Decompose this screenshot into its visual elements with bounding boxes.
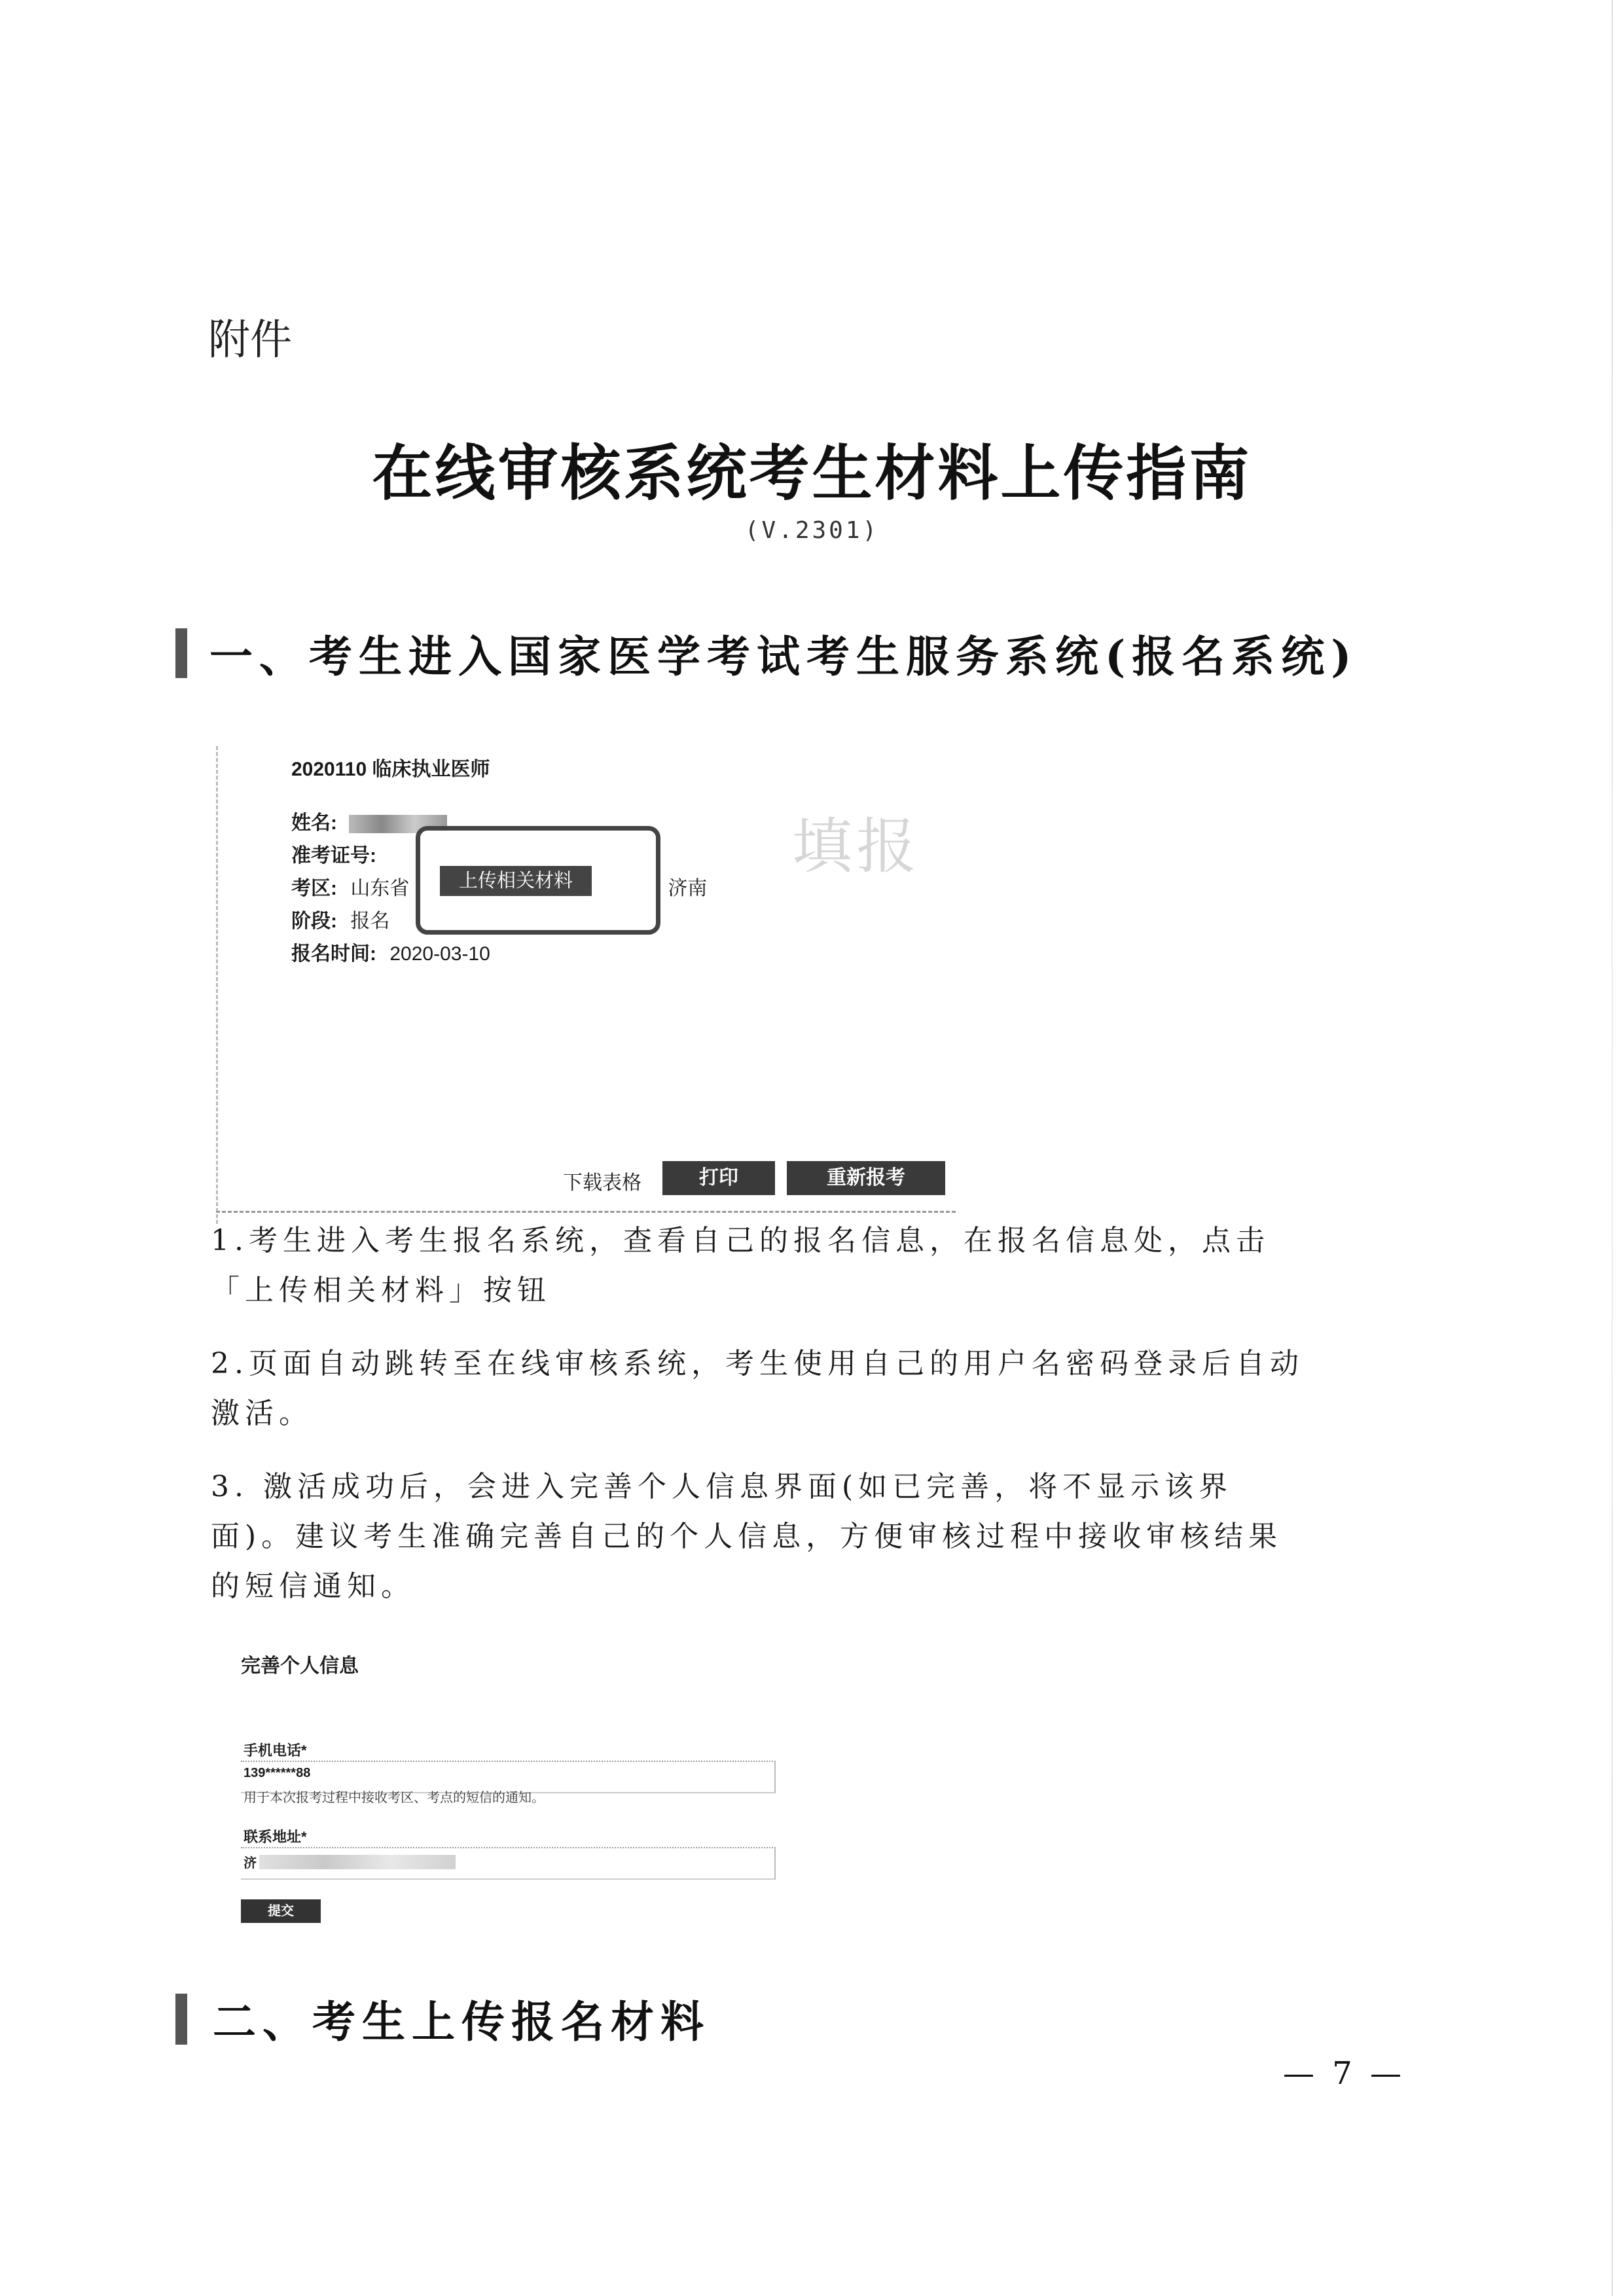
time-value: 2020-03-10 — [389, 943, 490, 965]
document-title: 在线审核系统考生材料上传指南 — [372, 438, 1252, 509]
time-row — [291, 937, 490, 966]
instruction-2 — [211, 1339, 1389, 1439]
screenshot-border-bottom — [216, 1211, 956, 1213]
stage-row — [291, 905, 389, 933]
exam-title: 2020110 临床执业医师 — [291, 759, 490, 780]
print-button[interactable]: 打印 — [662, 1161, 775, 1195]
instruction-3-line2: 面)。建议考生准确完善自己的个人信息，方便审核过程中接收审核结果 — [211, 1520, 1283, 1553]
instruction-1-line1: 1.考生进入考生报名系统，查看自己的报名信息，在报名信息处，点击 — [211, 1224, 1270, 1257]
instruction-1 — [211, 1216, 1389, 1316]
fill-watermark: 填报 — [792, 812, 921, 882]
area-value: 山东省 — [350, 878, 410, 899]
address-redaction — [259, 1855, 456, 1869]
document-version: (V.2301) — [744, 517, 880, 544]
stage-value: 报名 — [350, 910, 390, 932]
upload-materials-button[interactable]: 上传相关材料 — [440, 866, 592, 896]
page-number: — 7 — — [1283, 2055, 1406, 2092]
address-field[interactable] — [241, 1847, 776, 1880]
section1-heading: 一、考生进入国家医学考试考生服务系统(报名系统) — [209, 631, 1358, 682]
site-value: 济南 — [668, 878, 708, 899]
address-value-prefix: 济 — [244, 1856, 257, 1871]
section1-bar — [175, 628, 187, 678]
registration-screenshot — [216, 733, 962, 1224]
instruction-2-line1: 2.页面自动跳转至在线审核系统，考生使用自己的用户名密码登录后自动 — [211, 1347, 1304, 1380]
instruction-1-line2: 「上传相关材料」按钮 — [211, 1274, 551, 1307]
scan-edge-line — [1612, 0, 1613, 2296]
stage-label: 阶段: — [291, 910, 337, 932]
submit-button[interactable]: 提交 — [241, 1899, 321, 1923]
instruction-3 — [211, 1462, 1389, 1611]
upload-callout-frame — [416, 826, 660, 935]
ticket-label: 准考证号: — [291, 845, 376, 867]
instruction-3-line3: 的短信通知。 — [211, 1570, 415, 1603]
profile-form-title: 完善个人信息 — [241, 1655, 359, 1677]
screenshot-border-left — [216, 746, 218, 1224]
reapply-button[interactable]: 重新报考 — [787, 1161, 945, 1195]
instruction-3-line1: 3. 激活成功后，会进入完善个人信息界面(如已完善，将不显示该界 — [211, 1470, 1233, 1503]
section2-heading: 二、考生上传报名材料 — [213, 1996, 710, 2047]
ticket-row — [291, 839, 376, 868]
instruction-2-line2: 激活。 — [211, 1397, 313, 1430]
phone-help-text: 用于本次报考过程中接收考区、考点的短信的通知。 — [244, 1791, 545, 1805]
area-row — [291, 872, 409, 901]
time-label: 报名时间: — [291, 943, 376, 965]
section2-bar — [175, 1994, 187, 2045]
attachment-label: 附件 — [208, 316, 292, 365]
phone-label: 手机电话* — [244, 1742, 307, 1759]
name-label: 姓名: — [291, 812, 337, 834]
address-label: 联系地址* — [244, 1829, 307, 1845]
download-form-link[interactable]: 下载表格 — [563, 1172, 641, 1194]
phone-value: 139******88 — [244, 1766, 311, 1780]
area-label: 考区: — [291, 878, 337, 899]
